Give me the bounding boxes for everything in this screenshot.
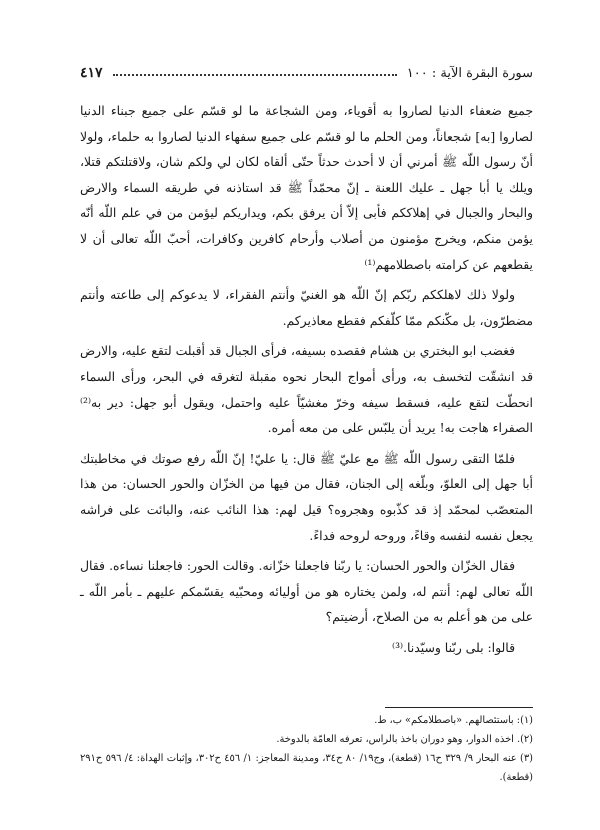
surah-label: سورة البقرة الآية : ١٠٠ <box>406 65 533 81</box>
footnote: (١): باستئصالهم. «باصطلامكم» ب، ط. <box>374 715 533 726</box>
running-header <box>80 62 533 84</box>
page-number: ٤١٧ <box>80 65 103 81</box>
paragraph: جميع ضعفاء الدنيا لصاروا به أقوياء، ومن الشجاعة ما لو قسّم على جميع جبناء الدنيا لصاروا [به] شجعاناً، ومن الحلم ما لو قسّم على جميع سفهاء الدنيا لصاروا به حلماء، ولولا أنّ رسول اللّه ﷺ أمرني أن لا أحدث حدثاً حتّى ألقاه لكان لي ولكم شان، ولاقتلتكم قتلا، ويلك يا أبا جهل ـ عليك اللعنة ـ إنّ محمّداً ﷺ قد استاذنه في طريقه السماء والارض والبحار والجبال في إهلاككم فأبى إلاّ أن يرفق بكم، ويداريكم ليؤمن من في علم اللّه أنّه يؤمن منكم، ويخرج مؤمنون من أصلاب وأرحام كافرين وكافرات، أحبّ اللّه تعالى أن لا يقطعهم عن كرامته باصطلامهم⁽¹⁾ <box>80 103 533 272</box>
footnote: (٢). اخذه الدوار، وهو دوران باخذ بالراس، تعرفه العامّة بالدوخة. <box>276 734 533 745</box>
header-dotted-leader <box>113 74 397 76</box>
paragraph: فقال الخزّان والحور الحسان: يا ربّنا فاجعلنا خزّانه. وقالت الحور: فاجعلنا نساءه. فقال اللّه تعالى لهم: أنتم له، ولمن يختاره هو من أوليائه ومحبّيه يقسّمكم عليهم ـ بأمر اللّه ـ على من هو أعلم به من الصلاح، أرضيتم؟ <box>80 558 533 625</box>
paragraph: فلمّا التقى رسول اللّه ﷺ مع عليّ ﷺ قال: يا عليّ! إنّ اللّه رفع صوتك في مخاطبتك أبا جهل إلى العلوّ، وبلّغه إلى الجنان، فقال من فيها من الخزّان والحور الحسان: من هذا المتعصّب لمحمّد إذ قد كذّبوه وهجروه؟ قيل لهم: هذا النائب عنه، والبائت على فراشه يجعل نفسه لنفسه وقاءً، وروحه لروحه فداءً. <box>80 450 533 543</box>
paragraph: ولولا ذلك لاهلككم ربّكم إنّ اللّه هو الغنيّ وأنتم الفقراء، لا يدعوكم إلى طاعته وأنتم مضطرّون، بل مكّنكم ممّا كلّفكم فقطع معاذيركم. <box>80 287 533 328</box>
paragraph: فغضب ابو البختري بن هشام فقصده بسيفه، فرأى الجبال قد أقبلت لتقع عليه، والارض قد انشقّت لتخسف به، ورأى أمواج البحار نحوه مقبلة لتغرقه في البحر، ورأى السماء انحطّت لتقع عليه، فسقط سيفه وخرّ مغشيّاً عليه واحتمل، ويقول أبو جهل: دير به⁽²⁾ الصفراء هاجت به! يريد أن يلبّس على من معه أمره. <box>80 343 533 436</box>
paragraph: قالوا: بلى ربّنا وسيّدنا.⁽³⁾ <box>392 639 515 655</box>
footnotes <box>80 711 533 787</box>
footnote: (٣) عنه البحار ٩/ ٣٢٩ ح١٦ (قطعة)، وج١٩/ ٨٠ ح٣٤، ومدينة المعاجز: ١/ ٤٥٦ ح٣٠٢، وإثبات الهداة: ٤/ ٥٩٦ ح٢٩١ (قطعة). <box>80 753 533 783</box>
footnote-separator <box>385 707 533 708</box>
main-text <box>80 98 533 660</box>
